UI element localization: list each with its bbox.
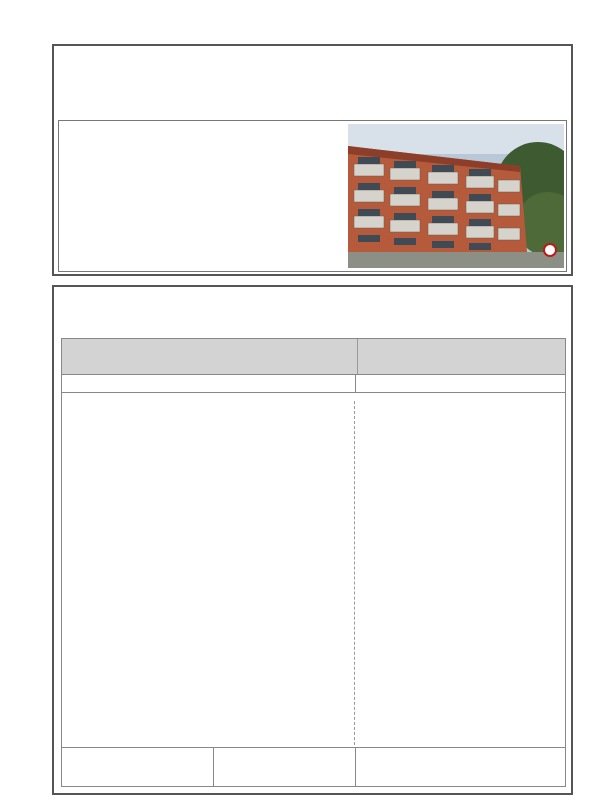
building-photo: [348, 124, 564, 268]
envelope-value: [228, 205, 231, 217]
header-spacer: [356, 375, 566, 393]
building-type-row: [68, 182, 71, 193]
shape-factor-value: [239, 227, 242, 239]
primary-energy-scale: [363, 417, 419, 735]
column-headers: [61, 338, 566, 375]
measured-values-label: [61, 375, 356, 393]
dashed-divider: [354, 401, 355, 745]
rating-area: [61, 393, 566, 747]
city-row: [68, 160, 71, 171]
delivered-energy-header: [62, 344, 357, 345]
primary-energy-header: [358, 344, 567, 345]
building-info: [58, 120, 567, 272]
reference-area-row: [68, 249, 74, 261]
totals-row: [61, 747, 566, 787]
header-card: [52, 44, 573, 276]
energy-card: [52, 285, 573, 795]
address-row: [68, 138, 71, 149]
